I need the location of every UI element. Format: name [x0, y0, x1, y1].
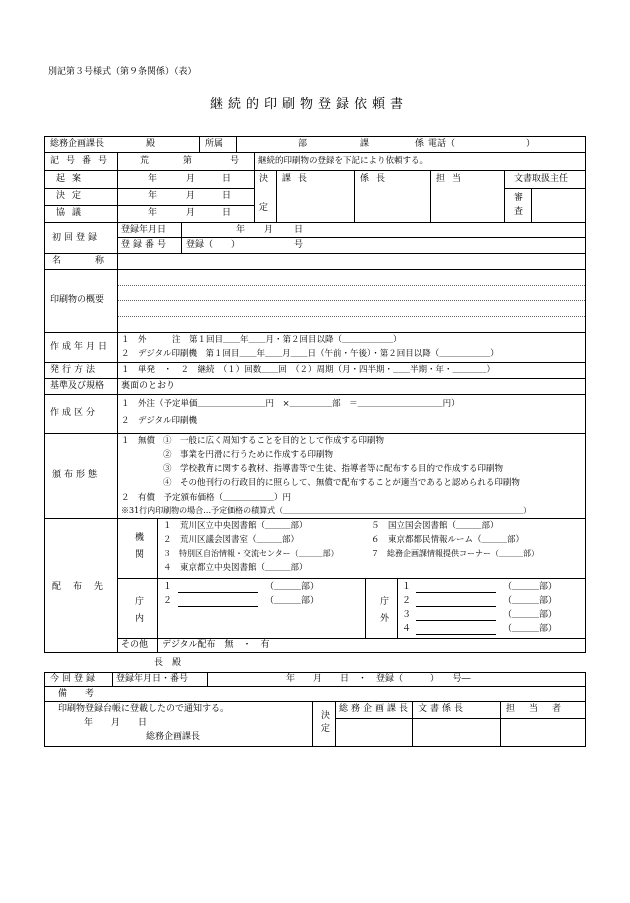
kikan-7: ７ 総務企画課情報提供コーナー（＿＿＿部）	[371, 549, 539, 558]
page-title: 継続的印刷物登録依頼書	[210, 97, 409, 112]
hi: 日	[294, 225, 304, 235]
notice-text: 印刷物登録台帳に登載したので通知する。	[58, 704, 230, 714]
tei-label: 定	[259, 203, 269, 213]
nen: 年	[236, 225, 246, 235]
kikan-3: ３ 特別区自治情報・交流センター（＿＿＿部）	[163, 549, 339, 558]
reg-num-go: 号	[294, 240, 304, 250]
kikan-2: ２ 荒川区議会図書室（＿＿＿部）	[163, 535, 300, 545]
konkai-label: 今回登録	[50, 674, 99, 684]
chogai-3-bu: （＿＿＿部）	[503, 610, 558, 620]
chogai-1: １	[402, 582, 412, 592]
kikan-1: １ 荒川区立中央図書館（＿＿＿部）	[163, 521, 308, 531]
bunsho-kakaricho-header: 文書係長	[418, 704, 467, 714]
shinsa-2: 査	[514, 207, 524, 217]
kijun-label: 基準及び規格	[50, 381, 105, 391]
cho-dono: 長 殿	[154, 658, 182, 668]
tsuki: 月	[186, 208, 196, 218]
nen: 年	[148, 174, 158, 184]
hanpu-item-4: ④ その他刊行の行政目的に照らして、無償で配布することが適当であると認められる印刷物	[163, 478, 520, 488]
chogai-2: ２	[402, 596, 412, 606]
chonai-1-bu: （＿＿＿部）	[265, 582, 320, 592]
kigo-dai: 第	[183, 156, 193, 166]
hanpu-label: 頒布形態	[52, 470, 101, 480]
overview-label: 印刷物の概要	[50, 295, 105, 305]
kigo-label: 記号番号	[50, 156, 115, 166]
kubun-line1: １ 外注（予定単価＿＿＿＿＿＿＿＿円 ×＿＿＿＿＿部 ＝＿＿＿＿＿＿＿＿＿＿円）	[121, 399, 460, 409]
kigo-go: 号	[230, 156, 240, 166]
name-label: 名称	[52, 256, 139, 266]
haifu-label: 配布先	[52, 582, 116, 592]
kacho-header: 課長	[282, 174, 315, 184]
kikan-label: 機関	[133, 532, 143, 566]
kikan-6: ６ 東京都都民情報ルーム（＿＿＿部）	[371, 535, 525, 545]
kikan-4: ４ 東京都立中央図書館（＿＿＿部）	[163, 563, 308, 573]
ka-label: 課	[360, 139, 370, 149]
tsuki: 月	[186, 191, 196, 201]
tsuki: 月	[186, 174, 196, 184]
kettei-stamp-label: 決定	[319, 710, 329, 736]
ketsu-label: 決	[259, 174, 269, 184]
hanpu-paid: ２ 有償 予定頒布価格（＿＿＿＿＿＿）円	[121, 493, 292, 503]
bunsho-header: 文書取扱主任	[514, 174, 569, 184]
kyogi-label: 協議	[56, 208, 89, 218]
phone-close: ）	[526, 139, 536, 149]
bu-label: 部	[298, 139, 308, 149]
sonota-value: デジタル配布 無 ・ 有	[162, 640, 270, 650]
notice-date: 年 月 日	[84, 718, 148, 728]
kakari-label: 係	[415, 139, 425, 149]
hi: 日	[222, 174, 232, 184]
shinsa-1: 審	[514, 193, 524, 203]
notice-sender: 総務企画課長	[146, 732, 201, 742]
sakusei-line1: １ 外 注 第１回目＿＿年＿＿月・第２回目以降（＿＿＿＿＿＿）	[121, 335, 402, 345]
hanpu-free: １ 無償	[121, 436, 156, 446]
honorific: 殿	[146, 139, 156, 149]
hakko-label: 発行方法	[50, 365, 99, 375]
kigo-ara: 荒	[140, 156, 150, 166]
hakko-text: １ 単発 ・ ２ 継続 （１）回数＿＿回 （２）周期（月・四半期・＿＿半期・年・＿＿＿＿）	[121, 365, 496, 375]
request-text: 継続的印刷物の登録を下記により依頼する。	[258, 156, 429, 166]
date-num-value: 年 月 日 ・ 登録（ ） 号―	[286, 674, 471, 684]
kakaricho-header: 係長	[360, 174, 393, 184]
reg-num-label: 登録番号	[121, 240, 170, 250]
chogai-1-bu: （＿＿＿部）	[503, 582, 558, 592]
kubun-label: 作成区分	[50, 408, 99, 418]
chonai-2-bu: （＿＿＿部）	[265, 596, 320, 606]
hi: 日	[222, 208, 232, 218]
reg-date-label: 登録年月日	[121, 225, 167, 235]
hanpu-item-3: ③ 学校教育に関する教材、指導書等で生徒、指導者等に配布する目的で作成する印刷物	[163, 464, 504, 474]
chogai-label: 庁外	[378, 596, 388, 630]
addressee: 総務企画課長	[50, 139, 105, 149]
chogai-4-bu: （＿＿＿部）	[503, 624, 558, 634]
nen: 年	[148, 208, 158, 218]
sonota-label: その他	[121, 640, 149, 650]
chogai-4: ４	[402, 624, 412, 634]
kikan-5: ５ 国立国会図書館（＿＿＿部）	[371, 521, 499, 531]
nen: 年	[148, 191, 158, 201]
tanto-header: 担当	[436, 174, 469, 184]
biko-label: 備考	[58, 689, 113, 699]
chogai-2-bu: （＿＿＿部）	[503, 596, 558, 606]
hanpu-note: ※31行内印刷物の場合…予定価格の積算式（＿＿＿＿＿＿＿＿＿＿＿＿＿＿＿＿＿＿＿＿＿＿＿＿＿＿＿＿＿＿）	[121, 506, 532, 515]
first-reg-label: 初回登録	[52, 233, 101, 243]
kubun-line2: ２ デジタル印刷機	[121, 416, 197, 426]
hanpu-item-1: ① 一般に広く周知することを目的として作成する印刷物	[163, 436, 385, 446]
kijun-text: 裏面のとおり	[121, 381, 176, 391]
kian-label: 起案	[56, 174, 89, 184]
form-id: 別記第３号様式（第９条関係）（表）	[48, 67, 197, 77]
hanpu-item-2: ② 事業を円滑に行うために作成する印刷物	[163, 450, 334, 460]
chonai-label: 庁内	[133, 596, 143, 630]
kettei-label: 決定	[56, 191, 89, 201]
somu-kacho-header: 総務企画課長	[339, 704, 412, 714]
hi: 日	[222, 191, 232, 201]
date-num-label: 登録年月日・番号	[116, 674, 189, 684]
sakusei-label: 作成年月日	[50, 342, 111, 352]
reg-num-value: 登録（ ）	[186, 240, 241, 250]
chonai-2: ２	[163, 596, 173, 606]
phone-label: 電話（	[428, 139, 456, 149]
tsuki: 月	[264, 225, 274, 235]
sakusei-line2: ２ デジタル印刷機 第１回目＿＿年＿＿月＿＿日（午前・午後）・第２回目以降（＿＿＿＿＿＿）	[121, 349, 499, 359]
tanto-sha-header: 担当者	[506, 704, 576, 714]
chonai-1: １	[163, 582, 173, 592]
chogai-3: ３	[402, 610, 412, 620]
affiliation-label: 所属	[205, 139, 224, 149]
